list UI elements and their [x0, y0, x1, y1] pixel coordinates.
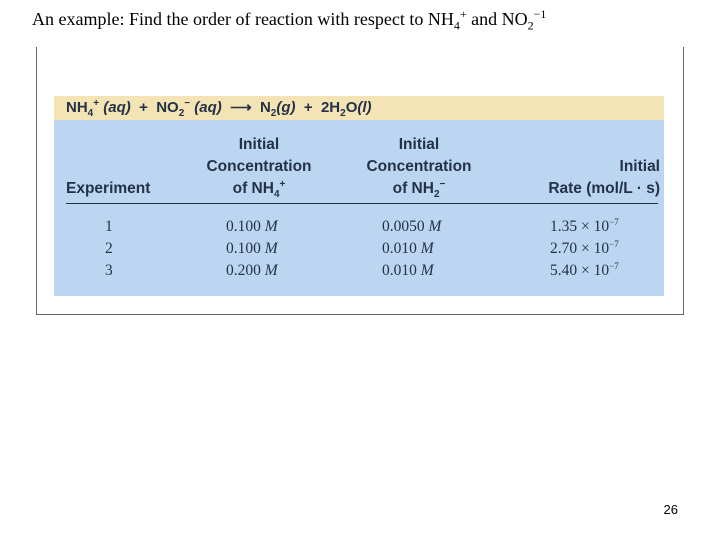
- row2-experiment: 2: [105, 240, 113, 257]
- row3-no2-value: 0.010 M: [382, 262, 434, 279]
- header-initial-rate: Initial Rate (mol/L · s): [548, 158, 660, 197]
- row2-nh4-value: 0.100 M: [226, 240, 278, 257]
- row1-no2-value: 0.0050 M: [382, 218, 442, 235]
- row3-nh4-value: 0.200 M: [226, 262, 278, 279]
- row2-rate: $2.70 \times 10^{-7}$: [550, 239, 619, 257]
- row1-experiment: 1: [105, 218, 113, 235]
- header-no2-concentration: Initial Concentration of $NH_2^-$: [366, 136, 472, 201]
- row1-rate: $1.35 \times 10^{-7}$: [550, 217, 619, 235]
- row3-rate: $5.40 \times 10^{-7}$: [550, 261, 619, 279]
- row2-no2-value: 0.010 M: [382, 240, 434, 257]
- header-experiment: Experiment: [66, 180, 151, 197]
- header-nh4-concentration: Initial Concentration of $NH_4^+$: [206, 136, 312, 201]
- reaction-equation: $NH_4^+$ $(aq) + NO_2^-$ (aq) ⟶ $N_2(g) + 2H_2O(l)$: [54, 96, 664, 120]
- row1-nh4-value: 0.100 M: [226, 218, 278, 235]
- row3-experiment: 3: [105, 262, 113, 279]
- rate-data-table: [54, 96, 664, 296]
- slide-title: An example: Find the order of reaction with respect to $NH_4^+$ and $NO_2^{-1}$: [32, 7, 547, 33]
- header-rule: [66, 203, 658, 204]
- page-number: 26: [663, 502, 678, 517]
